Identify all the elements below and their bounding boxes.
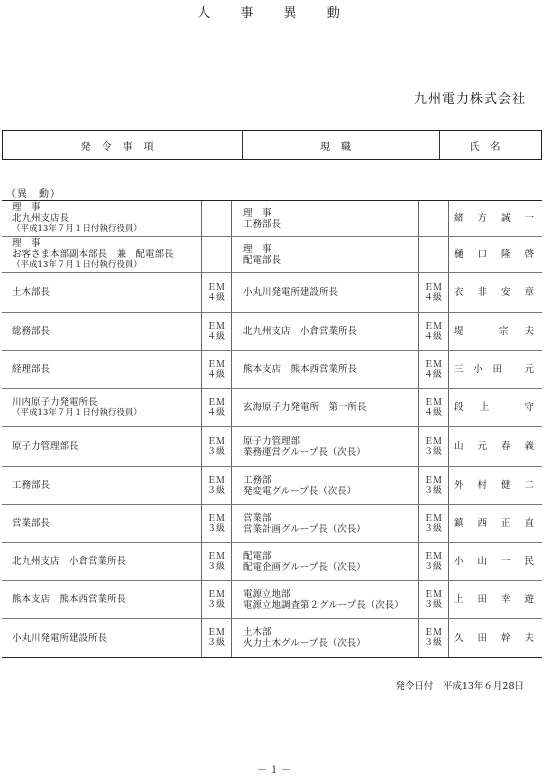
header-name: 氏名 [469, 141, 512, 153]
column-divider [231, 273, 232, 312]
appointment-cell-line: 北九州支店 小倉営業所長 [12, 556, 127, 567]
column-divider [418, 427, 419, 466]
current-post-cell-line: 小丸川発電所建設所長 [243, 287, 339, 298]
table-row [2, 505, 542, 543]
appointment-cell-line: 原子力管理部長 [12, 441, 79, 452]
current-grade: ＥＭ ４級 [423, 321, 442, 342]
current-post-cell-line: 北九州支店 小倉営業所長 [243, 326, 358, 337]
appointment-cell-line: 理 事 [12, 238, 41, 249]
appointment-cell-line: 経理部長 [12, 364, 51, 375]
table-row [2, 389, 542, 427]
current-post-cell-line: 原子力管理部 [243, 435, 301, 447]
current-post-cell [243, 389, 418, 426]
appointment-grade [203, 201, 229, 236]
column-divider [448, 467, 449, 504]
appointment-cell [12, 313, 202, 350]
current-post-cell [243, 467, 418, 504]
current-post-cell [243, 273, 418, 312]
column-divider [418, 619, 419, 657]
appointment-cell-line: 小丸川発電所建設所長 [12, 632, 108, 644]
issue-date: 発令日付 平成13年６月28日 [395, 681, 524, 692]
current-grade: ＥＭ ３級 [423, 628, 442, 648]
current-post-cell-line: 配電部長 [243, 254, 282, 266]
person-name-text: 上 田 幸 遊 [454, 594, 534, 605]
header-appointment: 発令事項 [3, 131, 243, 159]
current-post-cell [243, 313, 418, 350]
person-name-text: 山 元 春 義 [454, 441, 534, 452]
current-post-cell [243, 581, 418, 618]
appointment-grade: ＥＭ ４級 [206, 321, 225, 342]
appointment-grade: ＥＭ ４級 [206, 397, 225, 418]
current-post-cell-line: 理 事 [243, 243, 272, 255]
appointment-grade: ＥＭ ３級 [206, 589, 225, 610]
person-name [454, 467, 538, 504]
appointment-cell-line: 工務部長 [12, 480, 51, 491]
current-post-cell-line: 配電部 [243, 550, 272, 562]
person-name-text: 三 小 田 元 [454, 364, 534, 375]
current-grade: ＥＭ ３級 [423, 475, 442, 496]
company-name: 九州電力株式会社 [413, 92, 526, 107]
current-post-cell-line: 土木部 [243, 627, 272, 638]
appointment-cell [12, 237, 202, 272]
person-name-text: 鎮 西 正 直 [454, 518, 534, 529]
person-name-text: 段 上 守 [454, 402, 534, 413]
table-row [2, 201, 542, 237]
column-divider [231, 389, 232, 426]
person-name [454, 273, 538, 312]
table-row [2, 543, 542, 581]
column-divider [231, 543, 232, 580]
appointment-cell-line: 総務部長 [12, 326, 51, 337]
column-divider [231, 313, 232, 350]
personnel-table [2, 200, 542, 658]
appointment-grade: ＥＭ ３級 [206, 436, 225, 457]
current-grade: ＥＭ ３級 [423, 436, 442, 457]
column-divider [448, 427, 449, 466]
person-name-text: 樋 口 隆 啓 [454, 249, 534, 260]
column-divider [448, 543, 449, 580]
person-name [454, 427, 538, 466]
column-divider [231, 581, 232, 618]
column-divider [418, 237, 419, 272]
column-divider [448, 351, 449, 388]
current-post-cell-line: 玄海原子力発電所 第一所長 [243, 402, 367, 413]
table-row [2, 273, 542, 313]
table-header [2, 130, 542, 160]
current-post-cell [243, 201, 418, 236]
table-row [2, 351, 542, 389]
appointment-cell-line: 理 事 [12, 202, 41, 213]
person-name [454, 505, 538, 542]
current-post-cell-line: 業務運営グループ長（次長） [243, 446, 366, 458]
current-grade: ＥＭ ３級 [423, 589, 442, 610]
column-divider [418, 543, 419, 580]
appointment-grade: ＥＭ ３級 [206, 628, 225, 648]
appointment-cell-line: （平成13年７月１日付執行役員） [12, 407, 142, 418]
current-post-cell-line: 熊本支店 熊本西営業所長 [243, 364, 358, 375]
column-divider [418, 389, 419, 426]
current-grade: ＥＭ ４級 [423, 397, 442, 418]
table-row [2, 427, 542, 467]
appointment-cell-line: 営業部長 [12, 518, 51, 529]
appointment-cell [12, 505, 202, 542]
current-post-cell-line: 営業計画グループ長（次長） [243, 523, 366, 535]
appointment-cell-line: お客さま本部副本部長 兼 配電部長 [12, 249, 174, 260]
column-divider [231, 467, 232, 504]
header-current-post: 現職 [243, 131, 440, 159]
column-divider [448, 581, 449, 618]
appointment-cell-line: （平成13年７月１日付執行役員） [12, 224, 142, 234]
column-divider [418, 273, 419, 312]
person-name [454, 581, 538, 618]
person-name [454, 237, 538, 272]
appointment-grade: ＥＭ ３級 [206, 475, 225, 496]
appointment-cell [12, 427, 202, 466]
person-name [454, 543, 538, 580]
current-post-cell [243, 237, 418, 272]
current-grade: ＥＭ ４級 [423, 282, 442, 303]
current-post-cell-line: 工務部 [243, 474, 272, 486]
column-divider [231, 201, 232, 236]
current-grade: ＥＭ ４級 [423, 359, 442, 380]
section-label: （異 動） [6, 189, 61, 200]
person-name [454, 313, 538, 350]
person-name-text: 衣 非 安 章 [454, 287, 534, 298]
appointment-cell-line: 北九州支店長 [12, 213, 70, 224]
appointment-cell [12, 273, 202, 312]
current-grade: ＥＭ ３級 [423, 551, 442, 572]
column-divider [448, 619, 449, 657]
column-divider [418, 581, 419, 618]
appointment-cell-line: 熊本支店 熊本西営業所長 [12, 594, 127, 605]
column-divider [231, 351, 232, 388]
person-name-text: 緒 方 誠 一 [454, 213, 534, 224]
current-post-cell [243, 543, 418, 580]
appointment-cell [12, 619, 202, 657]
table-row [2, 619, 542, 657]
column-divider [418, 313, 419, 350]
current-post-cell-line: 電源立地調査第２グループ長（次長） [243, 599, 404, 611]
person-name [454, 389, 538, 426]
column-divider [418, 505, 419, 542]
person-name-text: 小 山 一 民 [454, 556, 534, 567]
column-divider [448, 313, 449, 350]
person-name-text: 外 村 健 二 [454, 480, 534, 491]
table-row [2, 467, 542, 505]
person-name [454, 619, 538, 657]
column-divider [448, 389, 449, 426]
appointment-cell-line: （平成13年７月１日付執行役員） [12, 260, 142, 270]
appointment-cell [12, 543, 202, 580]
column-divider [231, 427, 232, 466]
appointment-grade: ＥＭ ３級 [206, 551, 225, 572]
column-divider [448, 237, 449, 272]
appointment-cell [12, 201, 202, 236]
current-post-cell [243, 505, 418, 542]
page-title: 人 事 異 動 [197, 6, 353, 21]
appointment-grade: ＥＭ ４級 [206, 359, 225, 380]
column-divider [231, 237, 232, 272]
appointment-grade: ＥＭ ４級 [206, 282, 225, 303]
current-post-cell [243, 619, 418, 657]
column-divider [418, 201, 419, 236]
column-divider [418, 351, 419, 388]
page-number: －１－ [257, 765, 293, 776]
appointment-cell-line: 川内原子力発電所長 [12, 396, 98, 408]
table-row [2, 237, 542, 273]
person-name-text: 堤 宗 夫 [454, 326, 534, 337]
current-post-cell-line: 理 事 [243, 207, 272, 219]
appointment-cell [12, 351, 202, 388]
column-divider [231, 619, 232, 657]
person-name [454, 201, 538, 236]
current-post-cell-line: 発変電グループ長（次長） [243, 485, 357, 497]
current-post-cell [243, 427, 418, 466]
appointment-cell [12, 467, 202, 504]
person-name [454, 351, 538, 388]
appointment-grade: ＥＭ ３級 [206, 513, 225, 534]
current-grade [420, 201, 446, 236]
current-post-cell-line: 電源立地部 [243, 588, 291, 600]
current-post-cell [243, 351, 418, 388]
column-divider [418, 467, 419, 504]
person-name-text: 久 田 幹 夫 [454, 632, 534, 644]
appointment-cell [12, 389, 202, 426]
current-post-cell-line: 工務部長 [243, 218, 282, 230]
current-grade: ＥＭ ３級 [423, 513, 442, 534]
current-post-cell-line: 火力土木グループ長（次長） [243, 638, 366, 649]
appointment-cell [12, 581, 202, 618]
column-divider [448, 201, 449, 236]
current-grade [420, 237, 446, 272]
current-post-cell-line: 営業部 [243, 512, 272, 524]
column-divider [231, 505, 232, 542]
appointment-grade [203, 237, 229, 272]
column-divider [448, 273, 449, 312]
column-divider [448, 505, 449, 542]
table-row [2, 313, 542, 351]
current-post-cell-line: 配電企画グループ長（次長） [243, 561, 366, 573]
table-row [2, 581, 542, 619]
appointment-cell-line: 土木部長 [12, 287, 51, 298]
